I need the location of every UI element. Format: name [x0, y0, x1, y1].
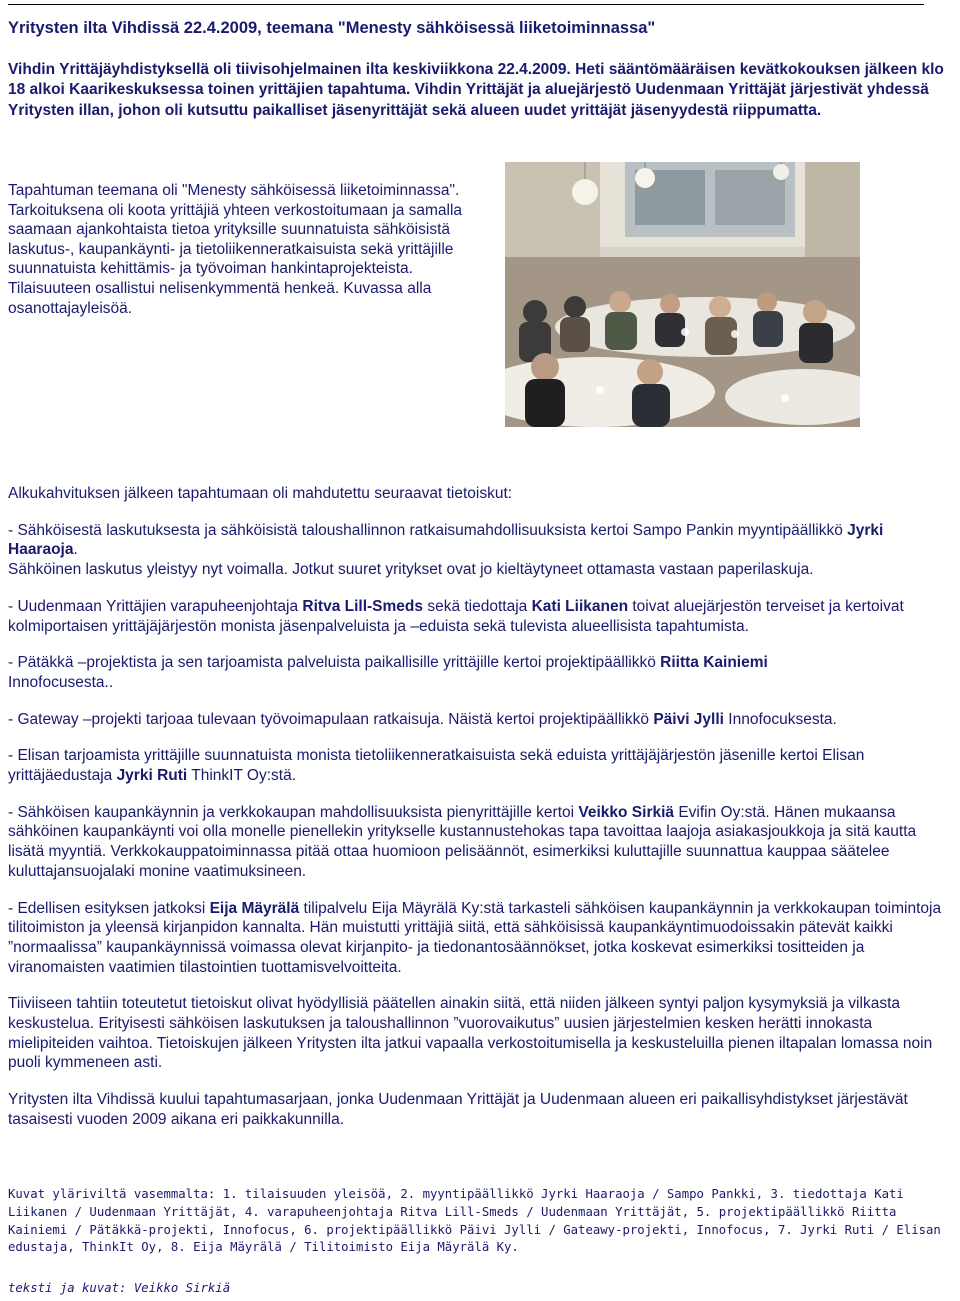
item-text: Sähköinen laskutus yleistyy nyt voimalla. Jotkut suuret yritykset ovat jo kieltäytyneet ottamasta vastaan paperilaskuja. — [8, 561, 814, 579]
item-text: sekä tiedottaja — [423, 597, 532, 615]
intro-paragraph: Vihdin Yrittäjäyhdistyksellä oli tiivisohjelmainen ilta keskiviikkona 22.4.2009. Heti sääntömääräisen kevätkokouksen jälkeen klo 18 alkoi Kaarikeskuksessa toinen yrittäjien tapahtuma. Vihdin Yrittäjät ja aluejärjestö Uudenmaan Yrittäjät järjestivät yhdessä Yritysten illan, johon oli kutsuttu paikalliset jäsenyrittäjät sekä alueen uudet yrittäjät jäsenyydestä riippumatta. — [8, 61, 944, 119]
item-text: - Uudenmaan Yrittäjien varapuheenjohtaja — [8, 597, 303, 615]
series-note-paragraph: Yritysten ilta Vihdissä kuului tapahtumasarjaan, jonka Uudenmaan Yrittäjät ja Uudenmaan alueen eri paikallisyhdistykset järjestävät tasaisesti vuoden 2009 aikana eri paikkakunnilla. — [8, 1091, 908, 1128]
body-text — [8, 484, 954, 1147]
byline: teksti ja kuvat: Veikko Sirkiä — [8, 1281, 231, 1295]
item-haaraoja — [8, 521, 954, 580]
photo-captions: Kuvat yläriviltä vasemmalta: 1. tilaisuuden yleisöä, 2. myyntipäällikkö Jyrki Haaraoja / Sampo Pankki, 3. tiedottaja Kati Liikanen / Uudenmaan Yrittäjät, 4. varapuheenjohtaja Ritva Lill-Smeds / Uudenmaan Yrittäjät, 5. projektipäällikkö Riitta Kainiemi / Pätäkkä-projekti, Innofocus, 6. projektipäällikkö Päivi Jylli / Gateawy-projekti, Innofocus, 7. Jyrki Ruti / Elisan edustaja, ThinkIt Oy, 8. Eija Mäyrälä / Tilitoimisto Eija Mäyrälä Ky. — [8, 1187, 941, 1255]
item-text: toivat aluejärjestön terveiset ja kertoivat kolmiportaisen yrittäjäjärjestön monista jäsenpalveluista ja –eduista sekä tulevista alueellisista tapahtumista. — [8, 597, 904, 635]
summary-paragraph: Tiiviiseen tahtiin toteutetut tietoiskut olivat hyödyllisiä päätellen ainakin siitä, että niiden jälkeen syntyi paljon kysymyksiä ja vilkasta keskustelua. Erityisesti sähköisen laskutuksen ja taloushallinnon ”vuorovaikutus” uusien järjestelmien kesken herätti innokasta mielipiteiden vaihtoa. Tietoiskujen jälkeen Yritysten ilta jatkui vapaalla verkostoitumisella ja keskusteluilla pienen iltapalan lomassa noin puoli kymmeneen asti. — [8, 995, 933, 1072]
item-jylli — [8, 710, 954, 730]
page-title: Yritysten ilta Vihdissä 22.4.2009, teemana "Menesty sähköisessä liiketoiminnassa" — [8, 19, 656, 37]
item-text: - Sähköisen kaupankäynnin ja verkkokaupan mahdollisuuksista pienyrittäjille kertoi — [8, 803, 579, 821]
item-text: ThinkIT Oy:stä. — [187, 767, 297, 785]
speaker-name: Päivi Jylli — [653, 710, 724, 728]
item-mayrala — [8, 899, 954, 978]
lead-paragraph: Alkukahvituksen jälkeen tapahtumaan oli mahdutettu seuraavat tietoiskut: — [8, 485, 513, 502]
item-kainiemi — [8, 653, 954, 692]
speaker-name: Jyrki Haaraoja — [8, 521, 884, 559]
photo-text: Tapahtuman teemana oli "Menesty sähköisessä liiketoiminnassa". Tarkoituksena oli koota yrittäjiä yhteen verkostoitumaan ja samalla saamaan ajankohtaista tietoa yrityksille suunnatuista sähköisistä laskutus-, kaupankäynti- ja tietoliikenneratkaisuista sekä yrittäjille suunnatuista kehittämis- ja työvoiman hankintaprojekteista. Tilaisuuteen osallistui nelisenkymmentä henkeä. Kuvassa alla osanottajayleisöä. — [8, 182, 463, 317]
item-text: - Gateway –projekti tarjoaa tulevaan työvoimapulaan ratkaisuja. Näistä kertoi projektipäällikkö — [8, 710, 654, 728]
item-text: Innofocuksesta. — [723, 710, 837, 728]
item-lill-smeds — [8, 597, 954, 636]
item-text: - Elisan tarjoamista yrittäjille suunnatuista monista tietoliikenneratkaisuista sekä eduista yrittäjäjärjestön jäsenille kertoi Elisan yrittäjäedustaja — [8, 747, 865, 785]
speaker-name: Veikko Sirkiä — [578, 803, 675, 821]
item-text: tilipalvelu Eija Mäyrälä Ky:stä tarkasteli sähköisen kaupankäynnin ja verkkokaupan toimintoja tilitoimiston ja yleensä kirjanpidon kannalta. Hän muistutti yrittäjiä siitä, että sähköisissä kaupankäyntimuodoissakin pätevät kaikki ”normaalissa” kaupankäynnissä voimassa olevat kirjanpito- ja tiedonantosäännökset, jotka koskevat esimerkiksi tositteiden ja viranomaisten vaatimien tilastointien tuottamisvelvoitteita. — [8, 899, 942, 976]
item-text: . — [73, 541, 78, 559]
item-text: Evifin Oy:stä. Hänen mukaansa sähköinen kaupankäynti voi olla monelle pienellekin yritykselle kustannustehokas tapa tavoittaa laajoja asiakasjoukkoja ja sitä kautta lisätä myyntiä. Verkkokauppatoiminnassa pitää ottaa huomioon pelisäännöt, esimerkiksi kuluttajille suunnattua kauppaa säätelee kuluttajansuojalaki monine vaatimuksineen. — [8, 803, 917, 880]
item-sirkia — [8, 803, 954, 882]
speaker-name: Jyrki Ruti — [116, 767, 188, 785]
top-rule — [8, 4, 924, 5]
audience-photo — [505, 162, 860, 427]
speaker-name: Eija Mäyrälä — [209, 899, 300, 917]
item-ruti — [8, 746, 954, 785]
item-text: - Pätäkkä –projektista ja sen tarjoamista palveluista paikallisille yrittäjille kertoi projektipäällikkö — [8, 654, 661, 672]
speaker-name: Riitta Kainiemi — [660, 654, 768, 672]
speaker-name: Kati Liikanen — [531, 597, 629, 615]
item-text: - Sähköisestä laskutuksesta ja sähköisistä taloushallinnon ratkaisumahdollisuuksista kertoi Sampo Pankin myyntipäällikkö — [8, 521, 848, 539]
speaker-name: Ritva Lill-Smeds — [302, 597, 424, 615]
item-text: Innofocusesta.. — [8, 673, 114, 691]
item-text: - Edellisen esityksen jatkoksi — [8, 899, 210, 917]
